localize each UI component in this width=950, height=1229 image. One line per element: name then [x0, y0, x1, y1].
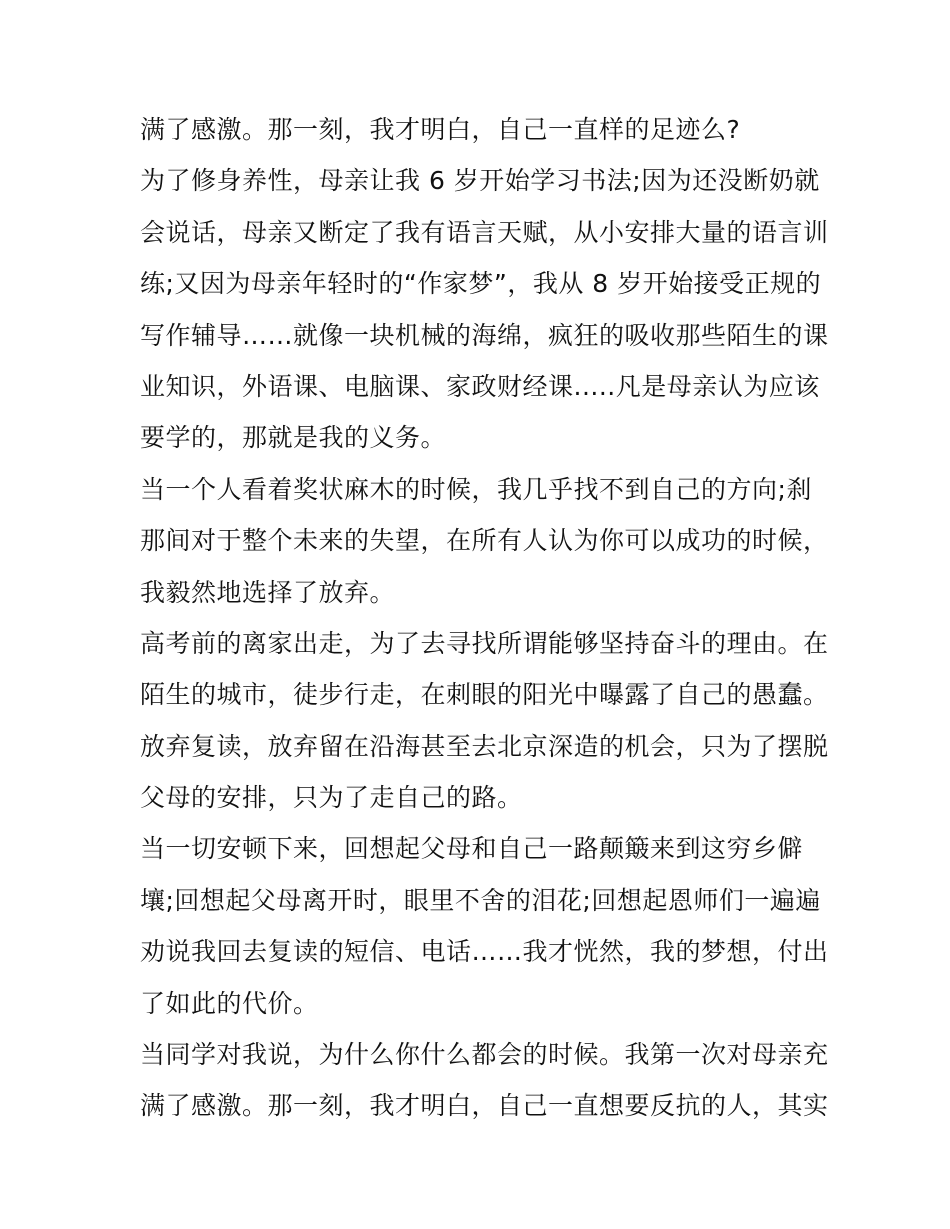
- text-line: 练;又因为母亲年轻时的“作家梦”，我从 8 岁开始接受正规的: [140, 269, 822, 299]
- text-line: 放弃复读，放弃留在沿海甚至去北京深造的机会，只为了摆脱: [140, 731, 829, 761]
- text-line: 当一个人看着奖状麻木的时候，我几乎找不到自己的方向;刹: [140, 474, 812, 504]
- text-line: 陌生的城市，徒步行走，在刺眼的阳光中曝露了自己的愚蠢。: [140, 680, 829, 710]
- text-line: 了如此的代价。: [140, 988, 319, 1018]
- text-line: 写作辅导……就像一块机械的海绵，疯狂的吸收那些陌生的课: [140, 320, 829, 350]
- text-line: 高考前的离家出走，为了去寻找所谓能够坚持奋斗的理由。在: [140, 628, 829, 658]
- text-line: 为了修身养性，母亲让我 6 岁开始学习书法;因为还没断奶就: [140, 166, 820, 196]
- text-line: 业知识，外语课、电脑课、家政财经课.....凡是母亲认为应该: [140, 371, 820, 401]
- text-line: 父母的安排，只为了走自己的路。: [140, 783, 523, 813]
- text-line: 壤;回想起父母离开时，眼里不舍的泪花;回想起恩师们一遍遍: [140, 885, 821, 915]
- text-line: 那间对于整个未来的失望，在所有人认为你可以成功的时候，: [140, 526, 829, 556]
- text-line: 当一切安顿下来，回想起父母和自己一路颠簸来到这穷乡僻: [140, 834, 804, 864]
- text-line: 劝说我回去复读的短信、电话……我才恍然，我的梦想，付出: [140, 937, 829, 967]
- text-line: 满了感激。那一刻，我才明白，自己一直样的足迹么?: [140, 115, 741, 144]
- body-text: [140, 104, 829, 1132]
- text-line: 我毅然地选择了放弃。: [140, 577, 396, 607]
- text-line: 满了感激。那一刻，我才明白，自己一直想要反抗的人，其实: [140, 1091, 829, 1121]
- text-line: 当同学对我说，为什么你什么都会的时候。我第一次对母亲充: [140, 1040, 829, 1070]
- text-line: 会说话，母亲又断定了我有语言天赋，从小安排大量的语言训: [140, 217, 829, 247]
- text-line: 要学的，那就是我的义务。: [140, 423, 447, 453]
